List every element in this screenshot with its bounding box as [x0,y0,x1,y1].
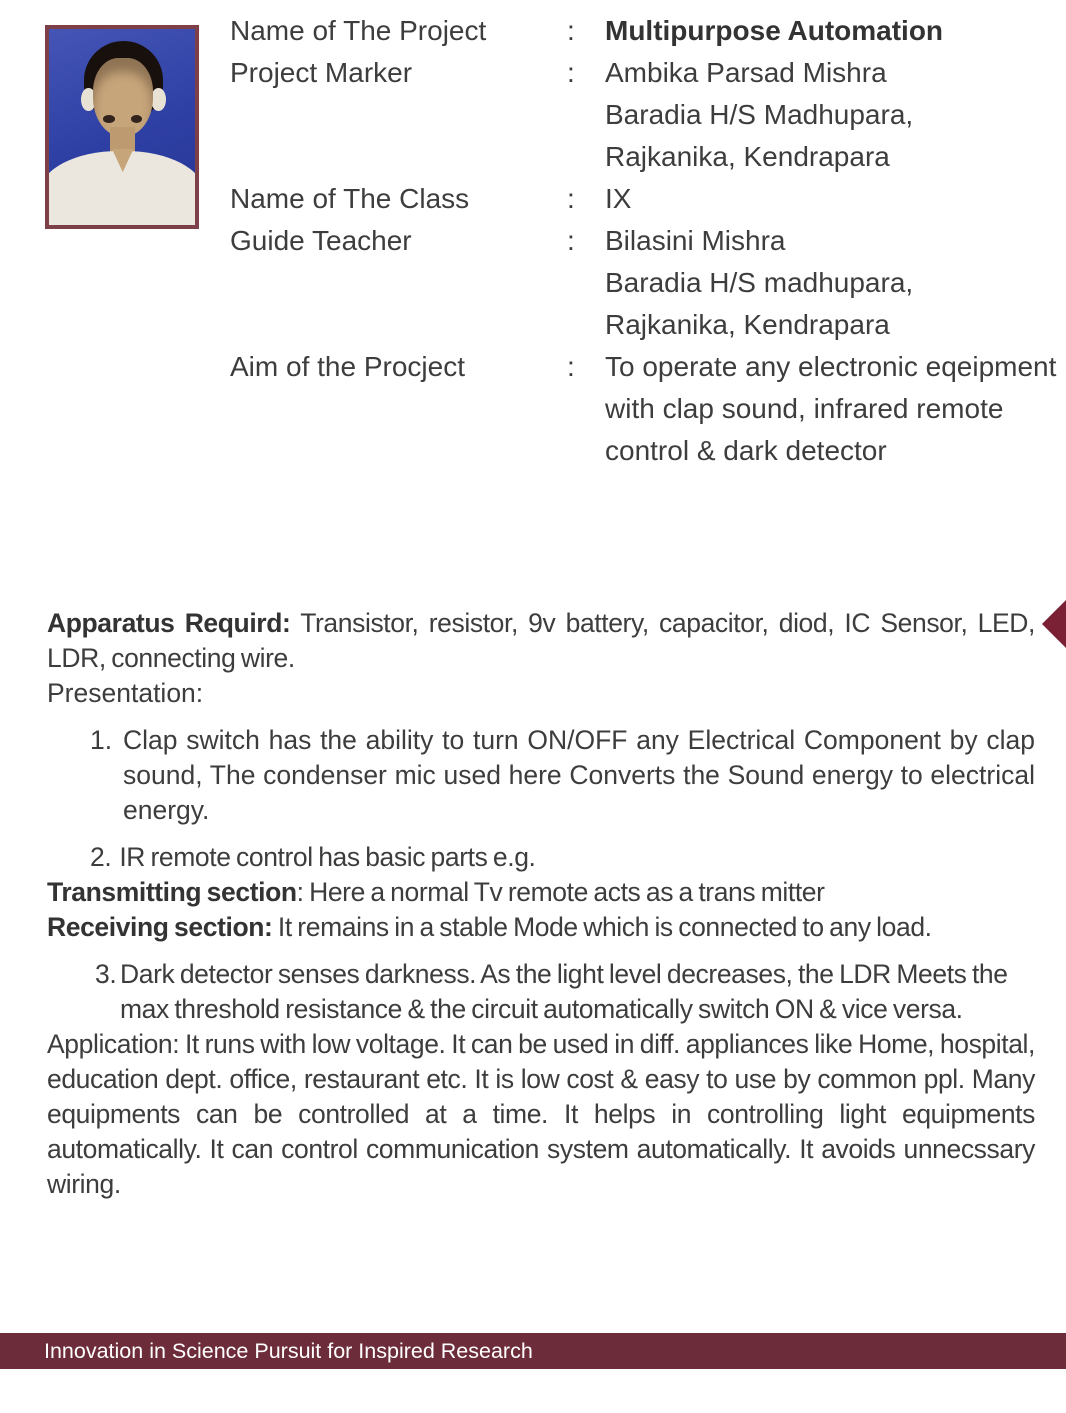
info-label: Project Marker [230,57,413,88]
info-value-line: Rajkanika, Kendrapara [605,309,890,340]
info-value [605,220,1056,346]
list-item-1 [47,723,1035,828]
info-row-project-marker [230,52,1056,178]
info-label: Name of The Project [230,15,487,46]
photo-ear-right [151,88,166,112]
list-item-2-number: 2. [90,842,112,872]
footer-bar [0,1333,1066,1369]
photo-face [93,58,153,136]
presentation-heading: Presentation: [47,678,204,708]
info-value-line: Bilasini Mishra [605,225,786,256]
list-item-1-text: Clap switch has the ability to turn ON/OFF any Electrical Component by clap sound, The condenser mic used here Converts the Sound energy to electrical energy. [123,725,1035,825]
apparatus-text: Transistor, resistor, 9v battery, capacitor, diod, IC Sensor, LED, LDR, connecting wire. [47,608,1035,673]
list-item-3-number: 3. [95,959,117,989]
info-value-line: Baradia H/S madhupara, [605,267,914,298]
info-separator: : [567,351,575,382]
list-item-3 [47,957,1035,1027]
project-info-table [230,10,1056,472]
list-item-1-number: 1. [90,725,113,755]
list-item-2-text: IR remote control has basic parts e.g. [119,842,536,872]
info-value-line: with clap sound, infrared remote [605,393,1004,424]
info-row-class-name [230,178,1056,220]
apparatus-paragraph [47,606,1035,676]
info-separator: : [567,15,575,46]
receiving-paragraph [47,910,1035,945]
list-item-2 [47,840,1035,875]
list-item-3-text: Dark detector senses darkness. As the light level decreases, the LDR Meets the max threshold resistance & the circuit automatically switch ON & vice versa. [120,959,1008,1024]
info-label: Aim of the Procject [230,351,465,382]
receiving-text: It remains in a stable Mode which is connected to any load. [272,912,932,942]
transmitting-label: Transmitting section [47,877,297,907]
student-photo [45,25,199,229]
transmitting-text: : Here a normal Tv remote acts as a trans mitter [296,877,825,907]
info-value [605,10,1056,52]
info-value-line: Ambika Parsad Mishra [605,57,887,88]
info-value-line: control & dark detector [605,435,887,466]
apparatus-label: Apparatus Requird: [47,608,291,638]
info-value [605,346,1056,472]
info-separator: : [567,57,575,88]
receiving-label: Receiving section: [47,912,273,942]
info-value-line: Rajkanika, Kendrapara [605,141,890,172]
application-paragraph: Application: It runs with low voltage. It can be used in diff. appliances like Home, hospital, education dept. office, restaurant etc. It is low cost & easy to use by common ppl. Many equipments can be controlled at a time. It helps in controlling light equipments automatically. It can control communication system automatically. It avoids unnecssary wiring. [47,1029,1035,1199]
footer-text: Innovation in Science Pursuit for Inspired Research [44,1339,533,1363]
info-value [605,52,1056,178]
info-value-line: Multipurpose Automation [605,15,944,46]
transmitting-paragraph [47,875,1035,910]
diamond-decoration [1042,600,1066,648]
info-label: Guide Teacher [230,225,412,256]
info-value-line: Baradia H/S Madhupara, [605,99,914,130]
photo-eye-left [103,115,115,123]
info-value [605,178,1056,220]
info-row-project-aim [230,346,1056,472]
info-row-project-name [230,10,1056,52]
info-label: Name of The Class [230,183,470,214]
info-value-line: IX [605,183,632,214]
info-value-line: To operate any electronic eqeipment [605,351,1057,382]
info-separator: : [567,225,575,256]
info-row-guide-teacher [230,220,1056,346]
body-text [47,606,1035,1202]
photo-background [49,29,195,225]
info-separator: : [567,183,575,214]
